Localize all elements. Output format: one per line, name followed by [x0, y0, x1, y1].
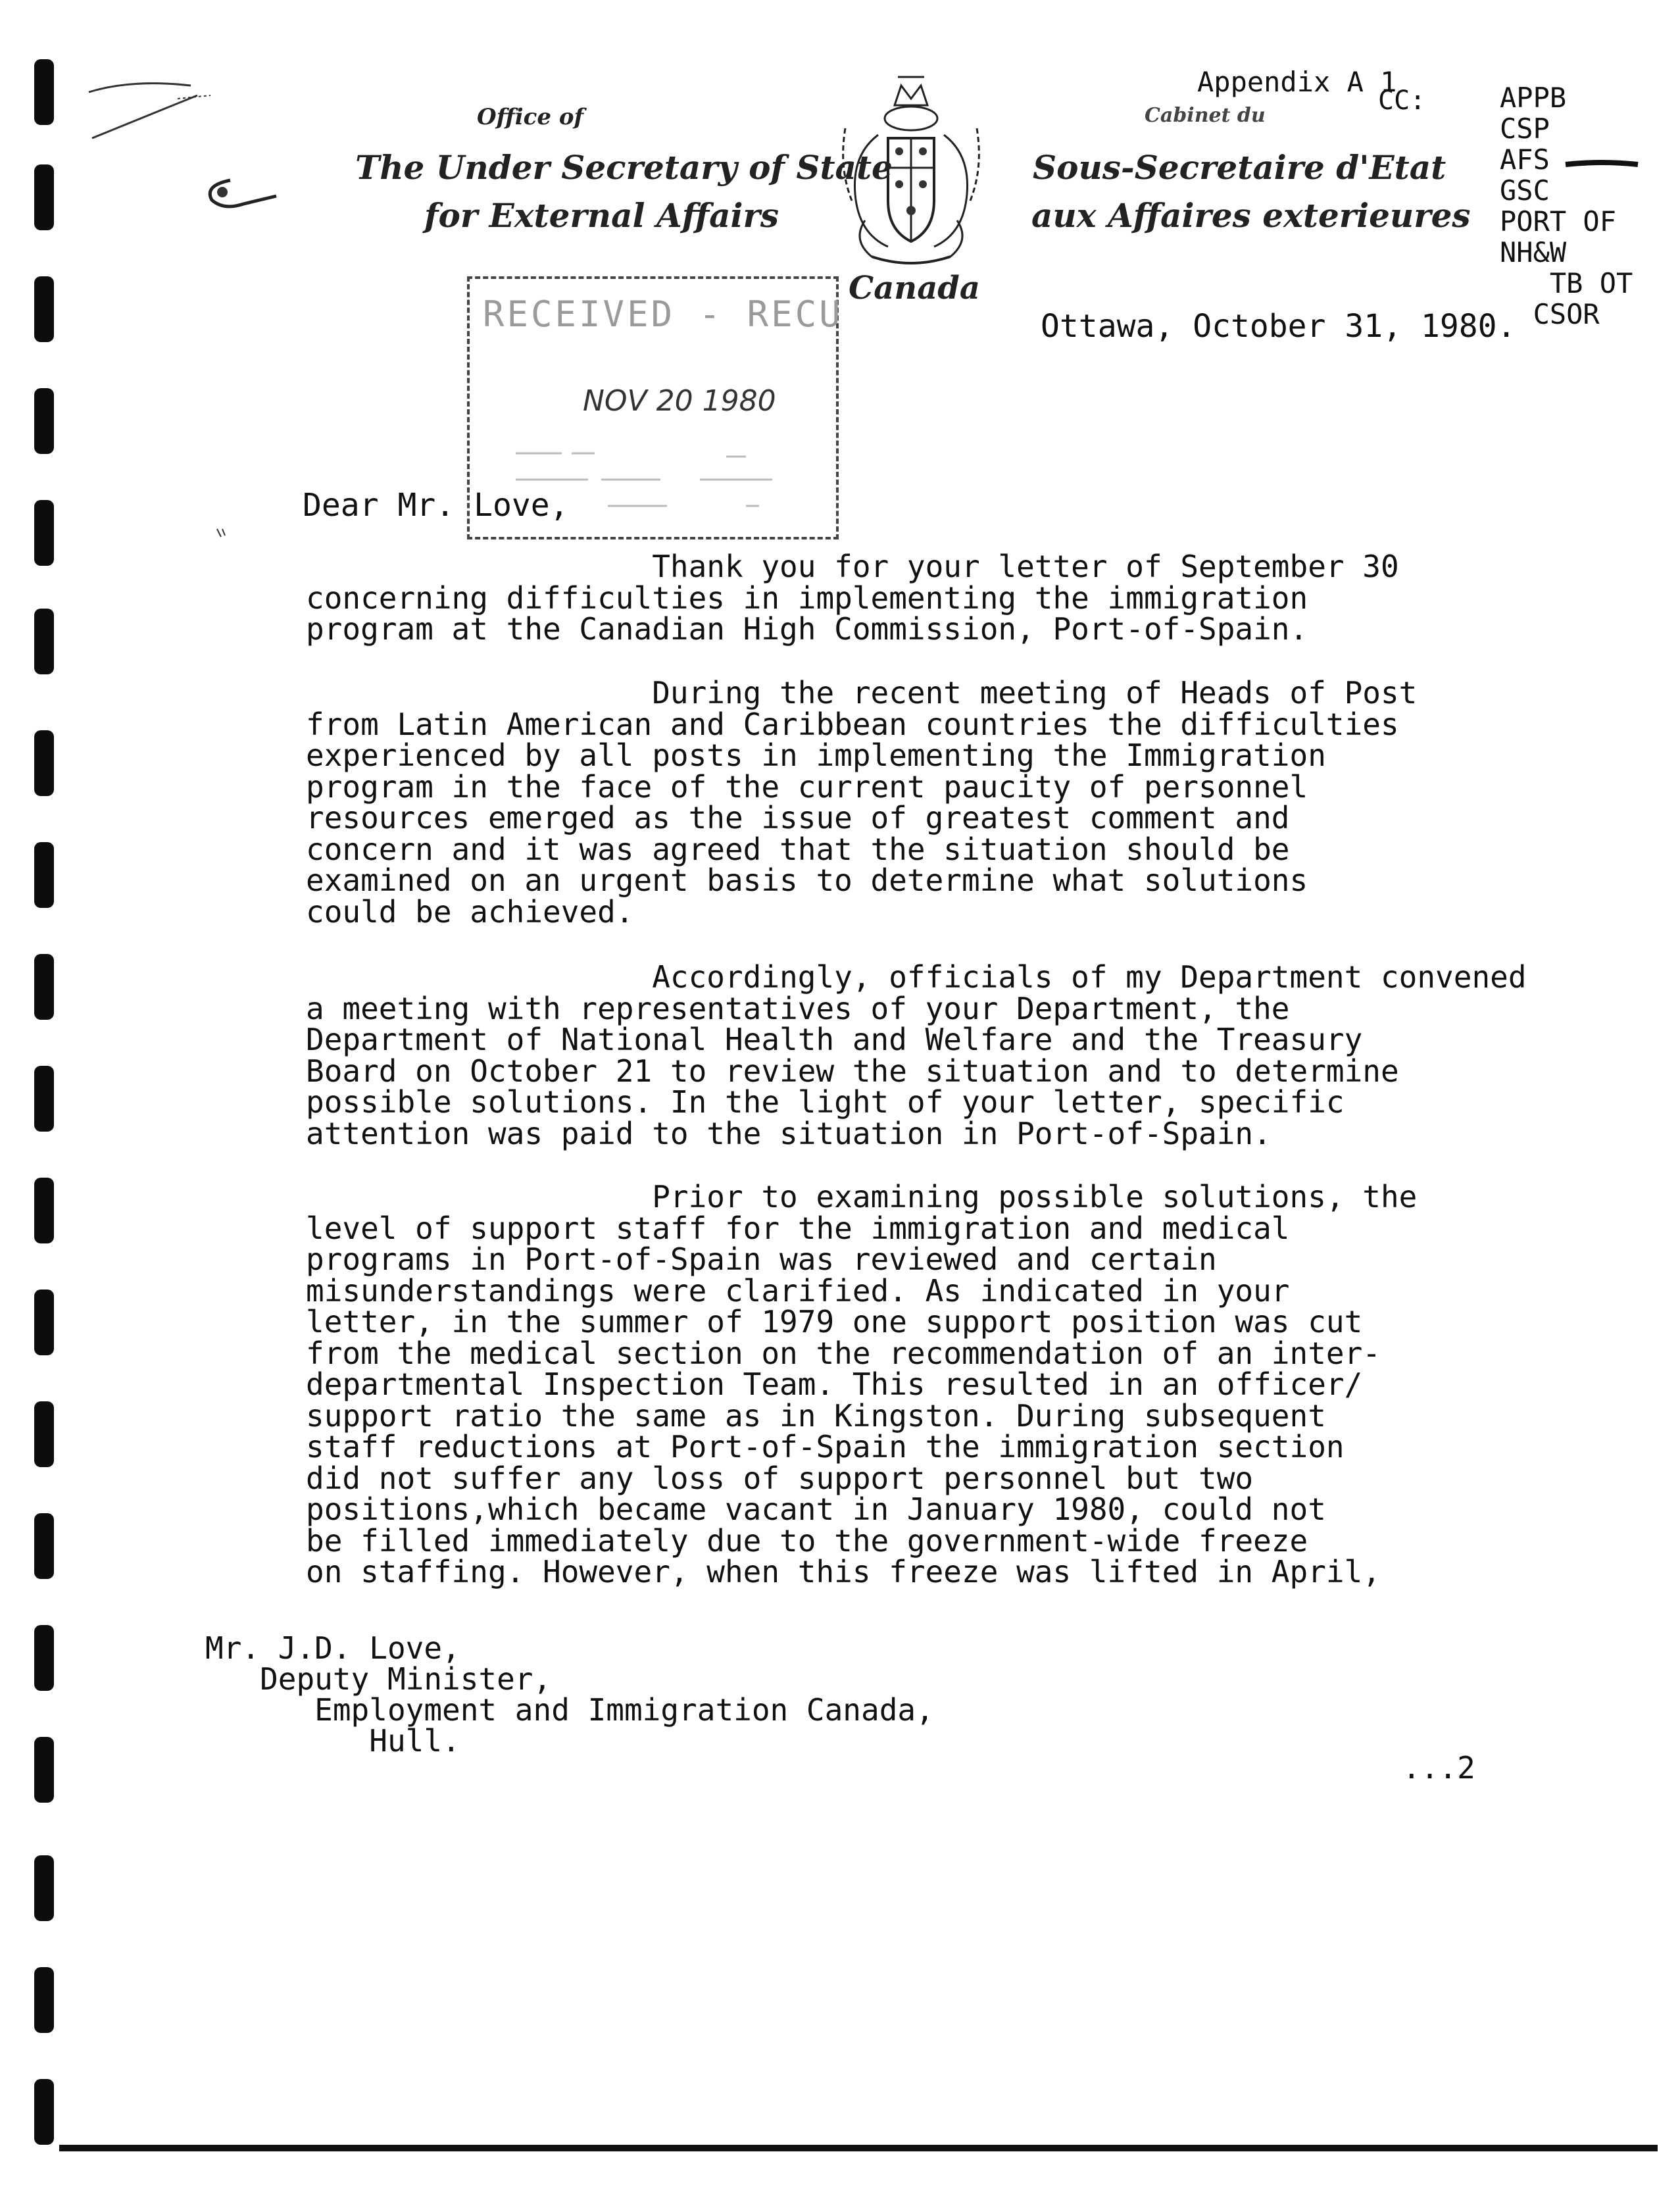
binding-hole: [34, 954, 54, 1020]
binding-hole: [34, 1401, 54, 1467]
cc-label: CC:: [1378, 86, 1426, 116]
letter-date: Ottawa, October 31, 1980.: [1041, 308, 1516, 345]
binding-hole: [34, 1513, 54, 1579]
salutation: Dear Mr. Love,: [303, 487, 569, 524]
binding-hole: [34, 1967, 54, 2033]
binding-hole: [34, 1737, 54, 1803]
binding-hole: [34, 388, 54, 454]
letterhead-subtitle-french: aux Affaires exterieures: [1031, 196, 1471, 235]
binding-hole: [34, 1066, 54, 1132]
page-continuation: ...2: [1402, 1750, 1475, 1786]
scribble-mark: [197, 172, 283, 218]
body-paragraph-1: Thank you for your letter of September 30 concerning difficulties in implementing the immigration program at the Canadian High Commission, Port-of-Spain.: [306, 549, 1399, 647]
binding-hole: [34, 609, 54, 674]
pen-mark: [79, 66, 230, 151]
appendix-label: Appendix A 1: [1197, 66, 1397, 98]
letterhead-office-label: Office of: [477, 104, 584, 130]
binding-hole: [34, 2079, 54, 2145]
strike-mark: [1562, 158, 1641, 171]
stamp-header: RECEIVED - RECU: [483, 293, 843, 335]
stamp-date: NOV 20 1980: [583, 384, 776, 418]
margin-mark: [176, 507, 228, 562]
body-paragraph-3: Accordingly, officials of my Department convened a meeting with representatives of your Department, the Department of National Health and Welfare and the Treasury Board on October 21 to review the situation and to determine possible solutions. In the light of your letter, specific attention was paid to the situation in Port-of-Spain.: [306, 959, 1527, 1151]
binding-hole: [34, 842, 54, 908]
body-paragraph-4: Prior to examining possible solutions, the level of support staff for the immigration and medical programs in Port-of-Spain was reviewed and certain misunderstandings were clarified. As indicated in your letter, in the summer of 1979 one support position was cut from the medical section on the recommendation of an inter- departmental Inspection Team. This resulted in an officer/ support ratio the same as in Kingston. During subsequent staff reductions at Port-of-Spain the immigration section did not suffer any loss of support personnel but two positions,which became vacant in January 1980, could not be filled immediately due to the government-wide freeze on staffing. However, when this freeze was lifted in April,: [306, 1179, 1418, 1590]
letterhead-title-french: Sous-Secretaire d'Etat: [1033, 148, 1446, 187]
body-paragraph-2: During the recent meeting of Heads of Post from Latin American and Caribbean countries the difficulties experienced by all posts in implementing the Immigration program in the face of the current paucity of personnel resources emerged as the issue of greatest comment and concern and it was agreed that the situation should be examined on an urgent basis to determine what solutions could be achieved.: [306, 675, 1418, 930]
coat-of-arms-icon: [826, 69, 997, 273]
letterhead-subtitle-english: for External Affairs: [424, 196, 779, 235]
letterhead-title-english: The Under Secretary of State: [355, 148, 893, 187]
binding-hole: [34, 276, 54, 342]
binding-hole: [34, 1290, 54, 1355]
binding-hole: [34, 1178, 54, 1243]
binding-hole: [34, 164, 54, 230]
addressee-block: Mr. J.D. Love, Deputy Minister, Employment and Immigration Canada, Hull.: [205, 1630, 934, 1759]
letterhead-cabinet-label: Cabinet du: [1145, 104, 1266, 127]
binding-hole: [34, 730, 54, 796]
binding-hole: [34, 59, 54, 125]
cc-recipient-list: APPB CSP AFS GSC PORT OF NH&W TB OT CSOR: [1500, 82, 1633, 330]
binding-hole: [34, 500, 54, 566]
binding-hole: [34, 1855, 54, 1921]
crest-caption: Canada: [849, 270, 980, 307]
bottom-rule: [59, 2145, 1658, 2151]
binding-hole: [34, 1625, 54, 1691]
